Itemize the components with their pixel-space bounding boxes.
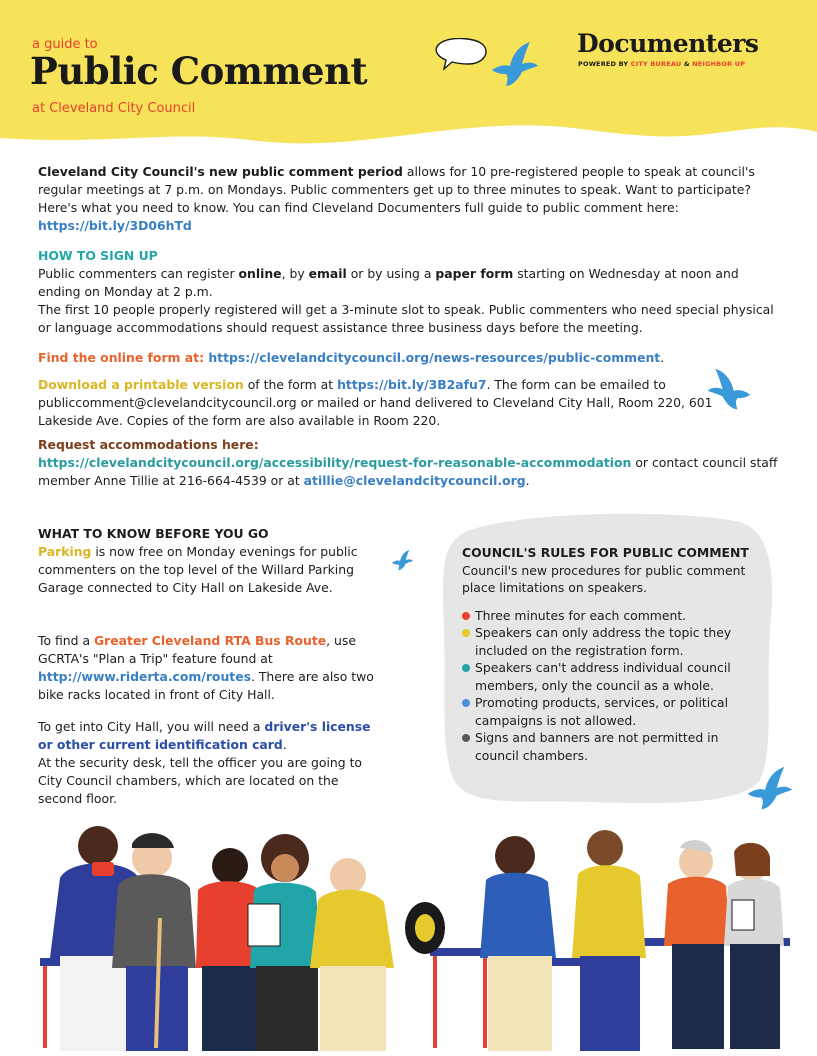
- rules-title: COUNCIL'S RULES FOR PUBLIC COMMENT: [462, 545, 749, 560]
- id-paragraph: To get into City Hall, you will need a driver's license or other current identification card. At the security desk, tell the officer you are going to City Council chambers, which are located on the second floor.: [38, 719, 371, 806]
- rules-list: [462, 607, 752, 765]
- before-go-heading: WHAT TO KNOW BEFORE YOU GO: [38, 526, 269, 541]
- printable-paragraph: Download a printable version of the form at https://bit.ly/3B2afu7. The form can be emailed to publiccomment@clevelandcitycouncil.org or mailed or hand delivered to Cleveland City Hall, Room 220, 601 Lakeside Ave. Copies of the form are also available in Room 220.: [38, 377, 713, 428]
- rta-paragraph: To find a Greater Cleveland RTA Bus Route, use GCRTA's "Plan a Trip" feature found at http://www.riderta.com/routes. There are also two bike racks located in front of City Hall.: [38, 633, 374, 702]
- rule-item: Speakers can't address individual council members, only the council as a whole.: [462, 659, 752, 694]
- signup-paragraph: Public commenters can register online, by email or by using a paper form starting on Wednesday at noon and ending on Monday at 2 p.m.: [38, 266, 739, 299]
- accommodations-link[interactable]: https://clevelandcitycouncil.org/accessibility/request-for-reasonable-accommodation: [38, 455, 632, 470]
- rules-panel: [462, 544, 752, 764]
- signup-heading: HOW TO SIGN UP: [38, 248, 158, 263]
- bullet-dot-icon: [462, 734, 470, 742]
- rule-item: Three minutes for each comment.: [462, 607, 752, 625]
- bullet-dot-icon: [462, 699, 470, 707]
- accommodations-email-link[interactable]: atillie@clevelandcitycouncil.org: [303, 473, 526, 488]
- rules-intro: Council's new procedures for public comment place limitations on speakers.: [462, 562, 746, 595]
- bullet-dot-icon: [462, 664, 470, 672]
- bird-icon: [488, 40, 540, 88]
- bullet-dot-icon: [462, 612, 470, 620]
- accommodations-paragraph: https://clevelandcitycouncil.org/accessibility/request-for-reasonable-accommodation or contact council staff member Anne Tillie at 216-664-4539 or at atillie@clevelandcitycouncil.org.: [38, 455, 778, 488]
- bird-icon: [390, 548, 414, 572]
- bird-icon: [706, 366, 754, 412]
- rule-item: Speakers can only address the topic they included on the registration form.: [462, 624, 752, 659]
- full-guide-link[interactable]: https://bit.ly/3D06hTd: [38, 218, 192, 233]
- bird-icon: [744, 764, 794, 812]
- brand-logo: Documenters: [577, 29, 759, 58]
- intro-paragraph: Cleveland City Council's new public comment period allows for 10 pre-registered people to speak at council's regular meetings at 7 p.m. on Mondays. Public commenters get up to three minutes to speak. Want to participate? Here's what you need to know. You can find Cleveland Documenters full guide to public comment here: https://bit.ly/3D06hTd: [38, 164, 755, 233]
- guide-kicker: a guide to: [32, 37, 98, 52]
- rule-item: Signs and banners are not permitted in council chambers.: [462, 729, 752, 764]
- online-form-line: Find the online form at: https://clevelandcitycouncil.org/news-resources/public-comment.: [38, 350, 665, 365]
- riderta-link[interactable]: http://www.riderta.com/routes: [38, 669, 251, 684]
- seated-audience-illustration: [0, 818, 817, 1056]
- speech-bubble-icon: [434, 38, 490, 72]
- online-form-link[interactable]: https://clevelandcitycouncil.org/news-resources/public-comment: [208, 350, 661, 365]
- brand-tagline: POWERED BY CITY BUREAU & NEIGHBOR UP: [578, 60, 746, 68]
- signup-slots-paragraph: The first 10 people properly registered will get a 3-minute slot to speak. Public commenters who need special physical or language accommodations should request assistance three business days before the meeting.: [38, 302, 774, 335]
- printable-form-link[interactable]: https://bit.ly/3B2afu7: [337, 377, 487, 392]
- accommodations-heading: Request accommodations here:: [38, 437, 259, 452]
- page-subtitle: at Cleveland City Council: [32, 101, 196, 116]
- parking-paragraph: Parking is now free on Monday evenings for public commenters on the top level of the Willard Parking Garage connected to City Hall on Lakeside Ave.: [38, 544, 358, 595]
- page-title: Public Comment: [30, 49, 368, 93]
- bullet-dot-icon: [462, 629, 470, 637]
- rule-item: Promoting products, services, or political campaigns is not allowed.: [462, 694, 752, 729]
